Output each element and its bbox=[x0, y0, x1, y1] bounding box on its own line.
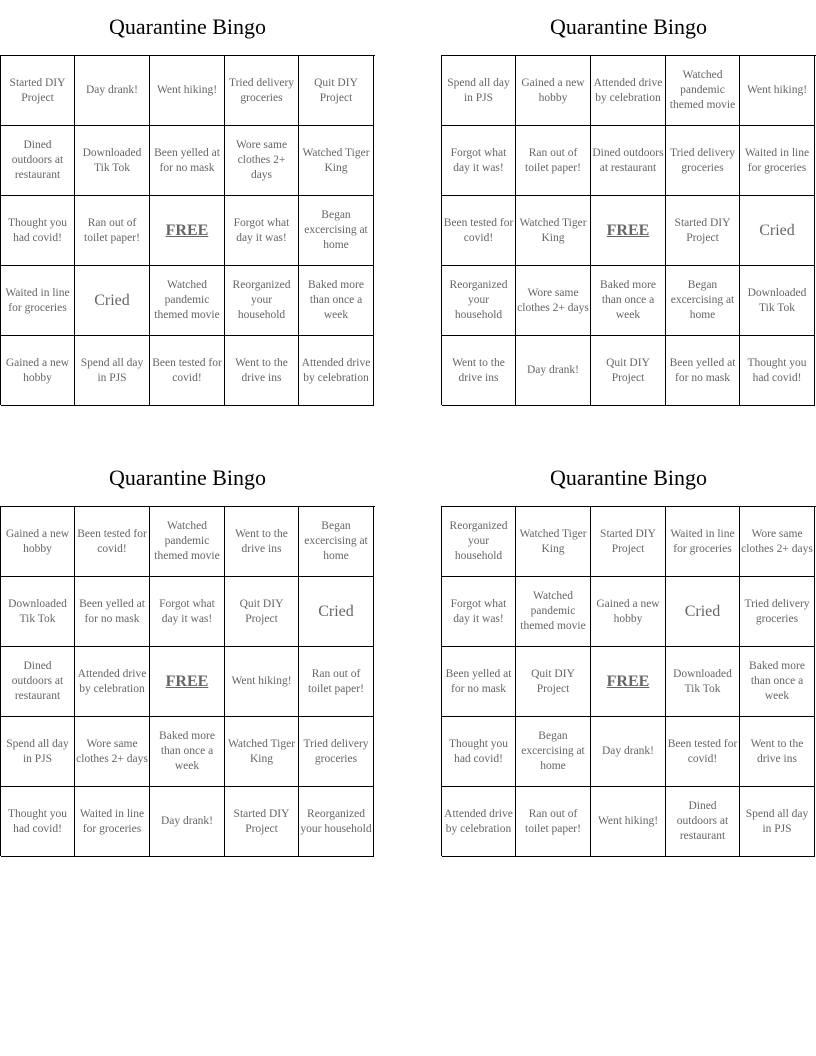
bingo-square: Attended drive by celebration bbox=[299, 336, 374, 406]
bingo-square: Watched pandemic themed movie bbox=[150, 507, 225, 577]
bingo-square: Began excercising at home bbox=[299, 507, 374, 577]
bingo-square: Day drank! bbox=[591, 717, 666, 787]
bingo-square: Forgot what day it was! bbox=[225, 196, 299, 266]
bingo-square: Cried bbox=[666, 577, 740, 647]
bingo-square: Day drank! bbox=[150, 787, 225, 857]
bingo-square: Reorganized your household bbox=[299, 787, 374, 857]
bingo-square: Day drank! bbox=[75, 56, 150, 126]
bingo-square: Wore same clothes 2+ days bbox=[516, 266, 591, 336]
bingo-grid bbox=[0, 55, 375, 405]
bingo-square: Been yelled at for no mask bbox=[150, 126, 225, 196]
bingo-square: Gained a new hobby bbox=[591, 577, 666, 647]
bingo-square: Thought you had covid! bbox=[442, 717, 516, 787]
bingo-square: Wore same clothes 2+ days bbox=[225, 126, 299, 196]
bingo-square: Baked more than once a week bbox=[591, 266, 666, 336]
bingo-square: Quit DIY Project bbox=[225, 577, 299, 647]
bingo-square: Baked more than once a week bbox=[740, 647, 815, 717]
bingo-square: Thought you had covid! bbox=[1, 196, 75, 266]
bingo-square: Went to the drive ins bbox=[442, 336, 516, 406]
bingo-square: Waited in line for groceries bbox=[75, 787, 150, 857]
bingo-square: Spend all day in PJS bbox=[1, 717, 75, 787]
bingo-square: Day drank! bbox=[516, 336, 591, 406]
bingo-square: Reorganized your household bbox=[442, 266, 516, 336]
bingo-square: Been yelled at for no mask bbox=[442, 647, 516, 717]
card-title: Quarantine Bingo bbox=[549, 465, 708, 490]
bingo-square: Watched Tiger King bbox=[225, 717, 299, 787]
bingo-square: Dined outdoors at restaurant bbox=[666, 787, 740, 857]
bingo-grid bbox=[0, 506, 375, 856]
bingo-square: Gained a new hobby bbox=[1, 336, 75, 406]
bingo-square: Been tested for covid! bbox=[442, 196, 516, 266]
bingo-square: Tried delivery groceries bbox=[740, 577, 815, 647]
bingo-square: Quit DIY Project bbox=[299, 56, 374, 126]
bingo-square: Started DIY Project bbox=[591, 507, 666, 577]
bingo-square: Waited in line for groceries bbox=[740, 126, 815, 196]
bingo-square: Reorganized your household bbox=[442, 507, 516, 577]
bingo-square: Waited in line for groceries bbox=[1, 266, 75, 336]
bingo-square: Spend all day in PJS bbox=[442, 56, 516, 126]
bingo-grid bbox=[441, 506, 816, 856]
bingo-square: Downloaded Tik Tok bbox=[1, 577, 75, 647]
bingo-square: Cried bbox=[75, 266, 150, 336]
bingo-square: Spend all day in PJS bbox=[75, 336, 150, 406]
bingo-square: Tried delivery groceries bbox=[666, 126, 740, 196]
bingo-square: Watched pandemic themed movie bbox=[666, 56, 740, 126]
bingo-square: Watched Tiger King bbox=[516, 507, 591, 577]
bingo-square: Been yelled at for no mask bbox=[75, 577, 150, 647]
bingo-square: Dined outdoors at restaurant bbox=[591, 126, 666, 196]
bingo-square: Watched pandemic themed movie bbox=[516, 577, 591, 647]
bingo-square: Ran out of toilet paper! bbox=[75, 196, 150, 266]
bingo-square: Attended drive by celebration bbox=[75, 647, 150, 717]
card-title: Quarantine Bingo bbox=[108, 465, 267, 490]
bingo-square: Quit DIY Project bbox=[516, 647, 591, 717]
bingo-free-space: FREE bbox=[591, 647, 666, 717]
bingo-square: Went to the drive ins bbox=[225, 507, 299, 577]
bingo-square: Went to the drive ins bbox=[740, 717, 815, 787]
bingo-square: Downloaded Tik Tok bbox=[75, 126, 150, 196]
bingo-square: Downloaded Tik Tok bbox=[666, 647, 740, 717]
bingo-square: Been tested for covid! bbox=[75, 507, 150, 577]
bingo-square: Dined outdoors at restaurant bbox=[1, 647, 75, 717]
bingo-square: Wore same clothes 2+ days bbox=[75, 717, 150, 787]
bingo-square: Been yelled at for no mask bbox=[666, 336, 740, 406]
bingo-square: Attended drive by celebration bbox=[442, 787, 516, 857]
bingo-square: Downloaded Tik Tok bbox=[740, 266, 815, 336]
bingo-square: Been tested for covid! bbox=[666, 717, 740, 787]
bingo-square: Went hiking! bbox=[225, 647, 299, 717]
bingo-free-space: FREE bbox=[150, 196, 225, 266]
card-title: Quarantine Bingo bbox=[549, 14, 708, 39]
bingo-square: Ran out of toilet paper! bbox=[299, 647, 374, 717]
bingo-square: Began excercising at home bbox=[299, 196, 374, 266]
bingo-square: Cried bbox=[740, 196, 815, 266]
bingo-square: Reorganized your household bbox=[225, 266, 299, 336]
bingo-square: Forgot what day it was! bbox=[442, 577, 516, 647]
bingo-square: Tried delivery groceries bbox=[225, 56, 299, 126]
bingo-square: Went hiking! bbox=[150, 56, 225, 126]
bingo-square: Began excercising at home bbox=[516, 717, 591, 787]
card-title: Quarantine Bingo bbox=[108, 14, 267, 39]
bingo-square: Gained a new hobby bbox=[516, 56, 591, 126]
bingo-square: Watched pandemic themed movie bbox=[150, 266, 225, 336]
bingo-grid bbox=[441, 55, 816, 405]
bingo-square: Began excercising at home bbox=[666, 266, 740, 336]
bingo-square: Forgot what day it was! bbox=[442, 126, 516, 196]
bingo-square: Wore same clothes 2+ days bbox=[740, 507, 815, 577]
bingo-square: Thought you had covid! bbox=[740, 336, 815, 406]
bingo-square: Spend all day in PJS bbox=[740, 787, 815, 857]
bingo-square: Waited in line for groceries bbox=[666, 507, 740, 577]
bingo-square: Went to the drive ins bbox=[225, 336, 299, 406]
bingo-square: Started DIY Project bbox=[1, 56, 75, 126]
bingo-square: Watched Tiger King bbox=[299, 126, 374, 196]
bingo-square: Tried delivery groceries bbox=[299, 717, 374, 787]
bingo-square: Ran out of toilet paper! bbox=[516, 126, 591, 196]
bingo-free-space: FREE bbox=[591, 196, 666, 266]
bingo-square: Baked more than once a week bbox=[150, 717, 225, 787]
bingo-square: Ran out of toilet paper! bbox=[516, 787, 591, 857]
bingo-square: Gained a new hobby bbox=[1, 507, 75, 577]
bingo-square: Attended drive by celebration bbox=[591, 56, 666, 126]
bingo-square: Cried bbox=[299, 577, 374, 647]
bingo-square: Forgot what day it was! bbox=[150, 577, 225, 647]
bingo-square: Dined outdoors at restaurant bbox=[1, 126, 75, 196]
bingo-square: Baked more than once a week bbox=[299, 266, 374, 336]
bingo-square: Went hiking! bbox=[591, 787, 666, 857]
bingo-square: Started DIY Project bbox=[666, 196, 740, 266]
bingo-square: Watched Tiger King bbox=[516, 196, 591, 266]
bingo-free-space: FREE bbox=[150, 647, 225, 717]
bingo-square: Thought you had covid! bbox=[1, 787, 75, 857]
bingo-square: Started DIY Project bbox=[225, 787, 299, 857]
bingo-square: Been tested for covid! bbox=[150, 336, 225, 406]
bingo-square: Went hiking! bbox=[740, 56, 815, 126]
bingo-square: Quit DIY Project bbox=[591, 336, 666, 406]
